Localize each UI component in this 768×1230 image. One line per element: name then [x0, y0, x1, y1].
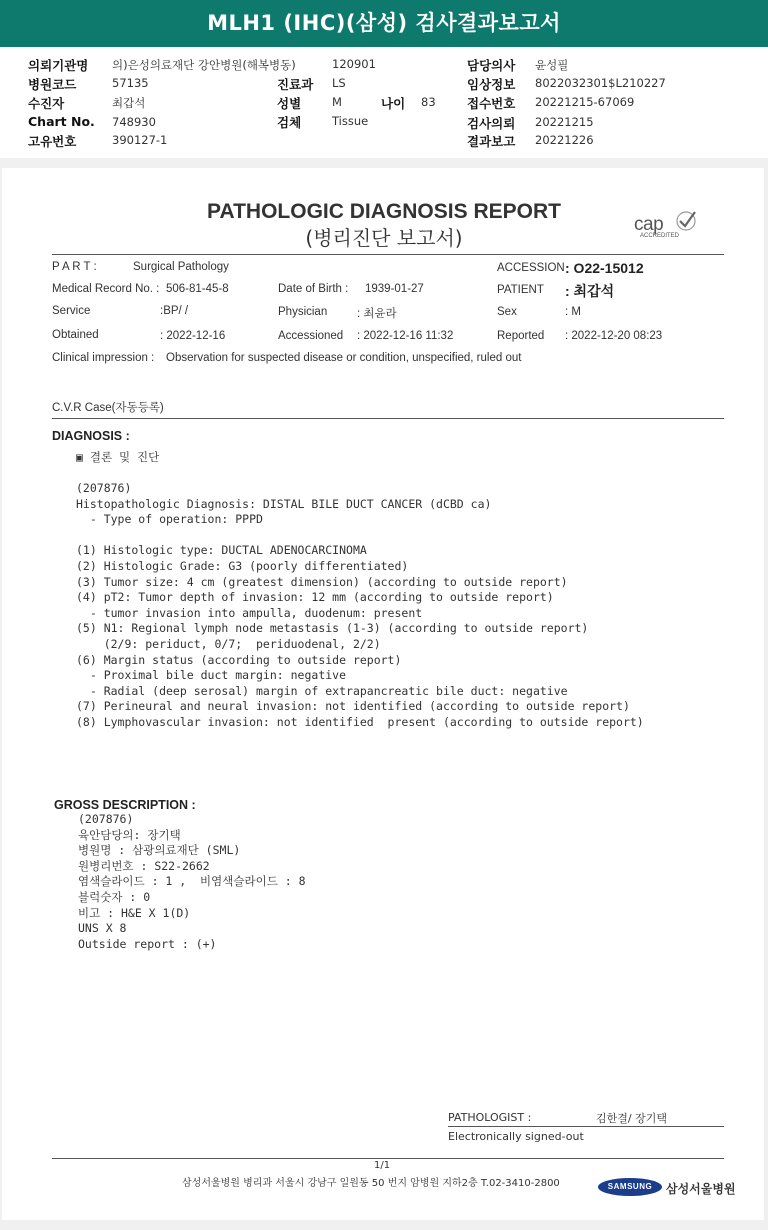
age: 83 [421, 95, 436, 109]
cvr-divider [52, 418, 724, 419]
patient-label-report: PATIENT [497, 284, 544, 296]
requesting-org-code: 120901 [332, 57, 376, 71]
diagnosis-line: (207876) [76, 481, 132, 495]
gross-body [78, 812, 306, 952]
gross-line: 육안담당의: 장기택 [78, 827, 181, 842]
test-request: 20221215 [535, 115, 594, 129]
patient-label: 수진자 [28, 96, 65, 111]
diagnosis-line: (8) Lymphovascular invasion: not identified present (according to outside report) [76, 714, 644, 729]
accessioned-label: Accessioned [278, 330, 344, 342]
service-value: :BP/ / [160, 305, 189, 317]
age-label: 나이 [381, 96, 406, 111]
footer-address: 삼성서울병원 병리과 서울시 강남구 일원동 50 번지 암병원 지하2층 T.02-3410-2800 [182, 1178, 560, 1189]
receipt: 20221215-67069 [535, 95, 635, 109]
receipt-label: 접수번호 [467, 96, 516, 111]
cvr-case: C.V.R Case(자동등록) [52, 402, 164, 414]
chart-no: 748930 [112, 115, 156, 129]
diagnosis-line: (7) Perineural and neural invasion: not identified (according to outside report) [76, 699, 630, 714]
gross-line: 블럭숫자 : 0 [78, 889, 151, 904]
clinical: 8022032301$L210227 [535, 76, 666, 90]
physician-label: Physician [278, 306, 328, 318]
hospital-name: 삼성서울병원 [666, 1182, 736, 1196]
checkmark-icon [672, 210, 696, 232]
patient: 최갑석 [112, 96, 146, 110]
diagnosis-body [76, 481, 644, 731]
reported-value: : 2022-12-20 08:23 [565, 330, 663, 342]
diagnosis-line: Histopathologic Diagnosis: DISTAL BILE DUCT CANCER (dCBD ca) [76, 496, 492, 511]
sex-value-report: : M [565, 306, 581, 318]
gross-line: 병원명 : 삼광의료재단 (SML) [78, 843, 241, 858]
patient-meta [0, 54, 768, 156]
requesting-org: 의)은성의료재단 강안병원(해복병동) [112, 58, 296, 72]
doctor: 윤성필 [535, 58, 569, 72]
signed-out-note: Electronically signed-out [448, 1130, 584, 1143]
impression-value: Observation for suspected disease or condition, unspecified, ruled out [166, 352, 522, 364]
unique-label: 고유번호 [28, 134, 77, 149]
cap-accredited-label: ACCREDITED [640, 233, 680, 239]
page-number: 1/1 [374, 1160, 391, 1171]
diagnosis-line: - tumor invasion into ampulla, duodenum: present [76, 605, 423, 620]
dob-label: Date of Birth : [278, 283, 349, 295]
gross-line: (207876) [78, 812, 134, 826]
part-value: Surgical Pathology [133, 261, 229, 273]
diagnosis-line: (3) Tumor size: 4 cm (greatest dimension) (according to outside report) [76, 574, 568, 589]
dob-value: 1939-01-27 [365, 283, 424, 295]
footer-divider [52, 1158, 724, 1159]
patient-value-report: : 최갑석 [565, 283, 615, 299]
diagnosis-line: - Proximal bile duct margin: negative [76, 668, 347, 683]
impression-label: Clinical impression : [52, 352, 155, 364]
gross-line: Outside report : (+) [78, 936, 217, 951]
dept-label: 진료과 [277, 77, 314, 92]
diagnosis-line: - Radial (deep serosal) margin of extrapancreatic bile duct: negative [76, 683, 568, 698]
obtained-value: : 2022-12-16 [160, 330, 226, 342]
sex: M [332, 95, 342, 109]
cap-logo-text: cap [634, 214, 664, 235]
diagnosis-line: (2) Histologic Grade: G3 (poorly differentiated) [76, 558, 409, 573]
pathologist-name: 김한결/ 장기택 [596, 1112, 667, 1125]
gross-line: 염색슬라이드 : 1 , 비염색슬라이드 : 8 [78, 874, 306, 889]
hospital-code-label: 병원코드 [28, 77, 77, 92]
doctor-label: 담당의사 [467, 58, 516, 73]
chart-label: Chart No. [28, 114, 95, 129]
diagnosis-title: DIAGNOSIS : [52, 429, 130, 443]
diagnosis-heading: ▣ 결론 및 진단 [76, 450, 160, 464]
gross-line: 비고 : H&E X 1(D) [78, 905, 191, 920]
page-title: MLH1 (IHC)(삼성) 검사결과보고서 [0, 0, 768, 47]
accessioned-value: : 2022-12-16 11:32 [357, 330, 454, 342]
diagnosis-line: - Type of operation: PPPD [76, 512, 263, 527]
hospital-code: 57135 [112, 76, 149, 90]
mrn-value: 506-81-45-8 [166, 283, 229, 295]
diagnosis-line [76, 528, 644, 544]
report-title: PATHOLOGIC DIAGNOSIS REPORT [207, 200, 561, 223]
unique-no: 390127-1 [112, 133, 168, 147]
part-label: P A R T : [52, 261, 97, 273]
accession-value: : O22-15012 [565, 260, 644, 276]
specimen-label: 검체 [277, 115, 302, 130]
diagnosis-line: (4) pT2: Tumor depth of invasion: 12 mm (according to outside report) [76, 590, 554, 605]
sex-label-report: Sex [497, 306, 517, 318]
diagnosis-line: (2/9: periduct, 0/7; periduodenal, 2/2) [76, 636, 381, 651]
header-divider [52, 254, 724, 255]
sex-label: 성별 [277, 96, 302, 111]
requesting-org-label: 의뢰기관명 [28, 58, 89, 73]
samsung-logo: SAMSUNG [598, 1178, 662, 1196]
clinical-label: 임상정보 [467, 77, 516, 92]
specimen: Tissue [332, 114, 369, 128]
gross-line: UNS X 8 [78, 921, 127, 936]
diagnosis-line: (5) N1: Regional lymph node metastasis (1-3) (according to outside report) [76, 621, 589, 636]
pathologist-label: PATHOLOGIST : [448, 1111, 532, 1124]
signature-divider [448, 1126, 724, 1127]
physician-value: : 최윤라 [357, 308, 397, 320]
accession-label: ACCESSION [497, 262, 565, 274]
result-label: 결과보고 [467, 134, 516, 149]
mrn-label: Medical Record No. : [52, 283, 160, 295]
result-date: 20221226 [535, 133, 594, 147]
service-label: Service [52, 305, 91, 317]
gross-title: GROSS DESCRIPTION : [54, 798, 196, 812]
gross-line: 원병리번호 : S22-2662 [78, 858, 210, 873]
report-subtitle: (병리진단 보고서) [305, 226, 463, 250]
diagnosis-line: (1) Histologic type: DUCTAL ADENOCARCINOMA [76, 543, 367, 558]
cap-accredited-logo [632, 210, 702, 242]
diagnosis-line: (6) Margin status (according to outside report) [76, 652, 402, 667]
obtained-label: Obtained [52, 329, 99, 341]
reported-label: Reported [497, 330, 545, 342]
test-request-label: 검사의뢰 [467, 116, 516, 131]
dept: LS [332, 76, 346, 90]
